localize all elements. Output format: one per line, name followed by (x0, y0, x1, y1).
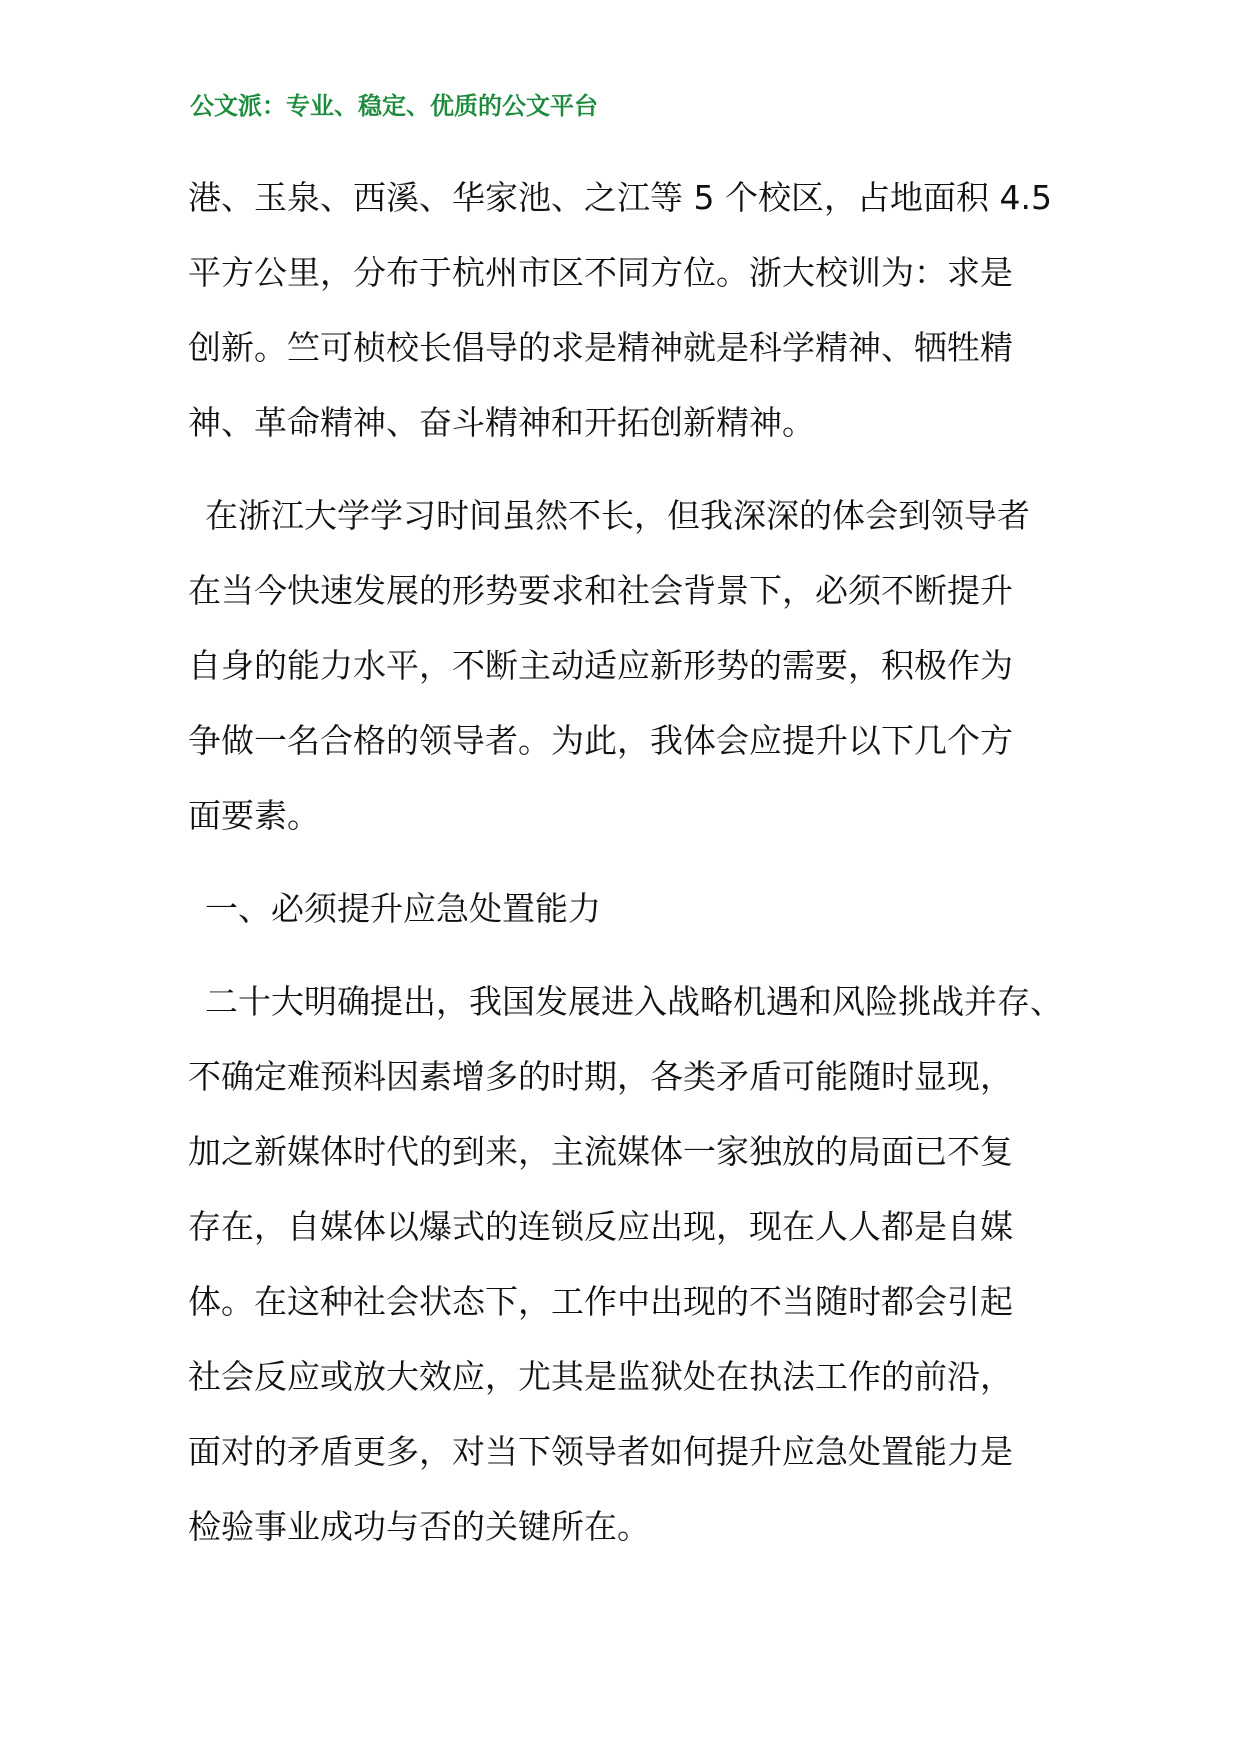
text-line: 面对的矛盾更多，对当下领导者如何提升应急处置能力是 (188, 1432, 1013, 1471)
text-line: 不确定难预料因素增多的时期，各类矛盾可能随时显现， (188, 1057, 1013, 1096)
paragraph (188, 160, 1068, 460)
text-line: 二十大明确提出，我国发展进入战略机遇和风险挑战并存、 (205, 982, 1063, 1021)
section-heading (188, 871, 1068, 946)
text-line: 面要素。 (188, 796, 320, 835)
text-line: 港、玉泉、西溪、华家池、之江等 5 个校区，占地面积 4.5 (188, 178, 1052, 217)
text-line: 检验事业成功与否的关键所在。 (188, 1507, 650, 1546)
text-line: 自身的能力水平，不断主动适应新形势的需要，积极作为 (188, 646, 1013, 685)
text-line: 体。在这种社会状态下，工作中出现的不当随时都会引起 (188, 1282, 1013, 1321)
text-line: 在当今快速发展的形势要求和社会背景下，必须不断提升 (188, 571, 1013, 610)
text-line: 平方公里，分布于杭州市区不同方位。浙大校训为：求是 (188, 253, 1013, 292)
text-line: 在浙江大学学习时间虽然不长，但我深深的体会到领导者 (205, 496, 1030, 535)
paragraph (188, 964, 1068, 1564)
text-line: 存在，自媒体以爆式的连锁反应出现，现在人人都是自媒 (188, 1207, 1013, 1246)
paragraph-gap (188, 853, 1068, 871)
document-body (188, 160, 1068, 1564)
heading-line: 一、必须提升应急处置能力 (205, 889, 601, 928)
text-line: 争做一名合格的领导者。为此，我体会应提升以下几个方 (188, 721, 1013, 760)
page-header: 公文派：专业、稳定、优质的公文平台 (190, 92, 598, 120)
text-line: 加之新媒体时代的到来，主流媒体一家独放的局面已不复 (188, 1132, 1013, 1171)
paragraph-gap (188, 946, 1068, 964)
paragraph-gap (188, 460, 1068, 478)
text-line: 创新。竺可桢校长倡导的求是精神就是科学精神、牺牲精 (188, 328, 1013, 367)
paragraph (188, 478, 1068, 853)
text-line: 社会反应或放大效应，尤其是监狱处在执法工作的前沿， (188, 1357, 1013, 1396)
text-line: 神、革命精神、奋斗精神和开拓创新精神。 (188, 403, 815, 442)
